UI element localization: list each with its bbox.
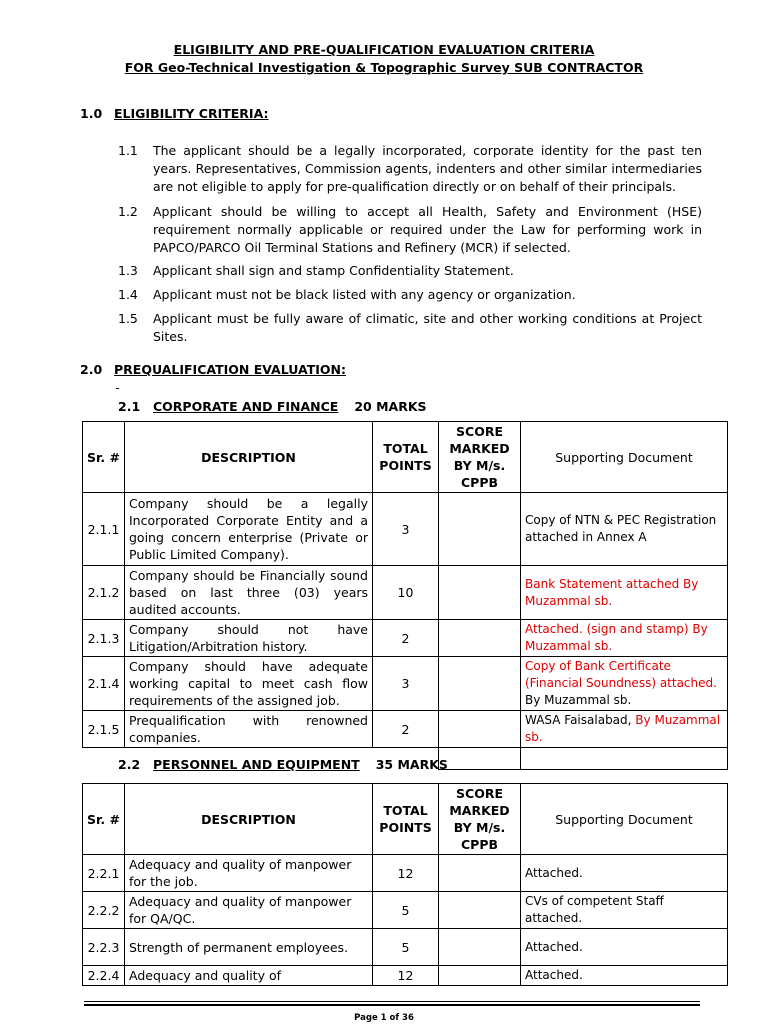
table-row: 2.2.3 Strength of permanent employees. 5 Attached. xyxy=(83,929,728,966)
criteria-item: 1.2 Applicant should be willing to accept all Health, Safety and Environment (HSE) requirement normally applicable or required under the Law for performing work in PAPCO/PARCO Oil Terminal Stations and Refinery (MCR) if selected. xyxy=(118,204,702,255)
footer-rule xyxy=(84,1001,700,1002)
supporting-doc-cell xyxy=(521,748,728,770)
document-title-line2: FOR Geo-Technical Investigation & Topographic Survey SUB CONTRACTOR xyxy=(124,60,644,75)
supporting-doc-cell: Copy of NTN & PEC Registration attached in Annex A xyxy=(521,493,728,566)
document-title-line1: ELIGIBILITY AND PRE-QUALIFICATION EVALUATION CRITERIA xyxy=(173,42,595,57)
stray-dash xyxy=(116,388,119,389)
section-label: ELIGIBILITY CRITERIA: xyxy=(114,106,269,121)
score-cell[interactable] xyxy=(439,566,521,620)
supporting-doc-cell: Bank Statement attached By Muzammal sb. xyxy=(521,566,728,620)
supporting-doc-cell: WASA Faisalabad, By Muzammal sb. xyxy=(521,711,728,748)
table-row: 2.2.4 Adequacy and quality of 12 Attached. xyxy=(83,966,728,986)
supporting-doc-cell: Copy of Bank Certificate (Financial Soundness) attached. By Muzammal sb. xyxy=(521,657,728,711)
criteria-item: 1.1 The applicant should be a legally incorporated, corporate identity for the past ten years. Representatives, Commission agents, indenters and other similar intermediaries are not eligible to apply for pre-qualification directly or on behalf of their principals. xyxy=(118,143,702,194)
page-number: Page 1 of 36 xyxy=(354,1013,414,1023)
score-cell[interactable] xyxy=(439,929,521,966)
criteria-item: 1.4 Applicant must not be black listed with any agency or organization. xyxy=(118,287,576,302)
marks-label: 20 MARKS xyxy=(354,399,427,414)
table-header-row: Sr. # DESCRIPTION TOTAL POINTS SCORE MARKED BY M/s. CPPB Supporting Document xyxy=(83,422,728,493)
section-label: PREQUALIFICATION EVALUATION: xyxy=(114,362,346,377)
criteria-item: 1.5 Applicant must be fully aware of climatic, site and other working conditions at Project Sites. xyxy=(118,311,702,344)
table-row: 2.1.1 Company should be a legally Incorporated Corporate Entity and a going concern enterprise (Private or Public Limited Company). 3 Copy of NTN & PEC Registration attached in Annex A xyxy=(83,493,728,566)
score-cell[interactable] xyxy=(439,620,521,657)
score-cell[interactable] xyxy=(439,748,521,770)
score-cell[interactable] xyxy=(439,966,521,986)
section-number: 2.0 xyxy=(80,362,103,377)
score-cell[interactable] xyxy=(439,892,521,929)
score-cell[interactable] xyxy=(439,657,521,711)
score-cell[interactable] xyxy=(439,855,521,892)
marks-label: 35 MARKS xyxy=(375,757,448,772)
table-row: 2.1.2 Company should be Financially sound based on last three (03) years audited accounts. 10 Bank Statement attached By Muzammal sb. xyxy=(83,566,728,620)
personnel-equipment-table xyxy=(82,783,728,986)
footer-rule xyxy=(84,1004,700,1006)
criteria-item: 1.3 Applicant shall sign and stamp Confidentiality Statement. xyxy=(118,263,514,278)
table-row: 2.1.5 Prequalification with renowned companies. 2 WASA Faisalabad, By Muzammal sb. xyxy=(83,711,728,748)
score-cell[interactable] xyxy=(439,711,521,748)
score-cell[interactable] xyxy=(439,493,521,566)
table-row: 2.1.4 Company should have adequate working capital to meet cash flow requirements of the assigned job. 3 Copy of Bank Certificate (Financial Soundness) attached. By Muzammal sb. xyxy=(83,657,728,711)
table-header-row: Sr. # DESCRIPTION TOTAL POINTS SCORE MARKED BY M/s. CPPB Supporting Document xyxy=(83,784,728,855)
subsection-2-2-heading: 2.2 PERSONNEL AND EQUIPMENT 35 MARKS xyxy=(118,757,448,772)
table-row: 2.2.2 Adequacy and quality of manpower for QA/QC. 5 CVs of competent Staff attached. xyxy=(83,892,728,929)
section-number: 1.0 xyxy=(80,106,103,121)
corporate-finance-table xyxy=(82,421,728,770)
table-row: 2.2.1 Adequacy and quality of manpower for the job. 12 Attached. xyxy=(83,855,728,892)
supporting-doc-cell: Attached. (sign and stamp) By Muzammal sb. xyxy=(521,620,728,657)
table-row: 2.1.3 Company should not have Litigation/Arbitration history. 2 Attached. (sign and stamp) By Muzammal sb. xyxy=(83,620,728,657)
subsection-2-1-heading: 2.1 CORPORATE AND FINANCE 20 MARKS xyxy=(118,399,427,414)
